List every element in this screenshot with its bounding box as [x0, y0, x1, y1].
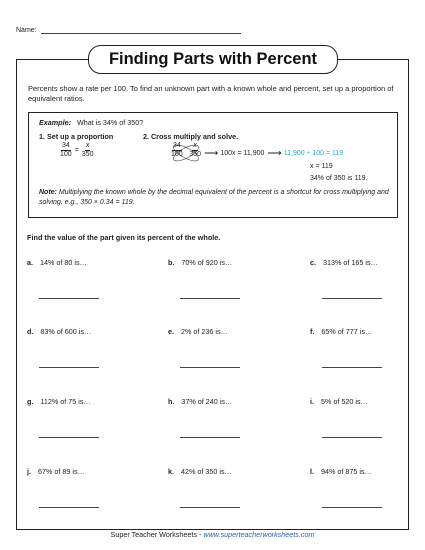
answer-line[interactable] [322, 507, 382, 508]
problem-letter: i. [310, 397, 314, 406]
example-question: What is 34% of 350? [76, 118, 144, 127]
problem-text: 67% of 89 is… [38, 467, 85, 476]
cross-frac2 [189, 142, 201, 159]
problem-text: 313% of 165 is… [323, 258, 378, 267]
problem-item [27, 327, 91, 336]
frac2-num: x [85, 142, 90, 149]
frac2-den: 350 [81, 151, 94, 158]
problem-item [310, 397, 368, 406]
answer-line[interactable] [39, 507, 99, 508]
problem-item [27, 258, 87, 267]
problem-item [310, 258, 378, 267]
problem-letter: d. [27, 327, 34, 336]
answer-line[interactable] [180, 367, 240, 368]
fraction-unknown [82, 142, 94, 159]
problem-item [168, 467, 232, 476]
problem-letter: l. [310, 467, 314, 476]
cross-frac2-num: x [193, 142, 197, 149]
problem-item [310, 327, 372, 336]
note-text: Multiplying the known whole by the decimal equivalent of the percent is a shortcut for cross multiplying and solving, e.g., 350 × 0.34 = 119. [39, 189, 389, 206]
name-line[interactable] [41, 25, 241, 34]
footer-text: Super Teacher Worksheets - [110, 530, 204, 539]
proportion-step1 [60, 142, 93, 159]
name-row [16, 25, 241, 34]
equation-3: x = 119 [310, 163, 333, 170]
problem-text: 2% of 236 is… [181, 327, 228, 336]
cross-multiply-diagram [171, 142, 201, 164]
fraction-percent [60, 142, 72, 159]
problem-text: 42% of 350 is… [181, 467, 232, 476]
problem-letter: f. [310, 327, 315, 336]
answer-line[interactable] [322, 298, 382, 299]
answer-line[interactable] [39, 298, 99, 299]
problem-letter: e. [168, 327, 174, 336]
problem-letter: a. [27, 258, 33, 267]
problem-text: 70% of 920 is… [181, 258, 233, 267]
cross-frac1-den: 100 [171, 151, 183, 158]
arrow-right-icon-2: ⟶ [267, 148, 282, 159]
cross-frac2-den: 350 [189, 151, 201, 158]
problem-letter: b. [168, 258, 175, 267]
problem-item [168, 258, 232, 267]
answer-line[interactable] [322, 437, 382, 438]
problem-text: 37% of 240 is… [181, 397, 233, 406]
problem-text: 65% of 777 is… [321, 327, 373, 336]
equation-4: 34% of 350 is 119. [310, 175, 368, 182]
answer-line[interactable] [39, 437, 99, 438]
problem-letter: k. [168, 467, 174, 476]
problem-letter: g. [27, 397, 34, 406]
equation-2: 11,900 ÷ 100 = 119 [283, 150, 344, 157]
step1-heading: 1. Set up a proportion [39, 132, 114, 141]
answer-line[interactable] [180, 437, 240, 438]
step2-heading: 2. Cross multiply and solve. [143, 132, 239, 141]
problem-text: 14% of 80 is… [40, 258, 87, 267]
problem-letter: j. [27, 467, 31, 476]
cross-frac1-num: 34 [172, 142, 181, 149]
problem-text: 5% of 520 is… [321, 397, 368, 406]
equation-1: 100x = 11,900 [220, 150, 265, 157]
answer-line[interactable] [180, 507, 240, 508]
cross-frac1 [171, 142, 183, 159]
intro-text: Percents show a rate per 100. To find an unknown part with a known whole and percent, set up a proportion of equivalent ratios. [28, 84, 394, 103]
answer-line[interactable] [39, 367, 99, 368]
answer-line[interactable] [322, 367, 382, 368]
frac1-num: 34 [61, 142, 70, 149]
page-title: Finding Parts with Percent [88, 45, 338, 74]
instructions: Find the value of the part given its percent of the whole. [27, 233, 221, 242]
problem-text: 83% of 600 is… [40, 327, 92, 336]
example-title [39, 118, 143, 127]
answer-line[interactable] [180, 298, 240, 299]
problem-item [27, 467, 85, 476]
footer-link[interactable]: www.superteacherworksheets.com [203, 530, 315, 539]
problem-item [168, 327, 228, 336]
example-label: Example: [39, 118, 71, 127]
problem-text: 112% of 75 is… [40, 397, 91, 406]
name-label: Name: [16, 27, 37, 34]
problem-letter: h. [168, 397, 175, 406]
problem-text: 94% of 875 is… [321, 467, 372, 476]
frac1-den: 100 [60, 151, 72, 158]
problem-item [168, 397, 232, 406]
solve-row [204, 148, 343, 159]
note-label: Note: [39, 189, 57, 196]
problem-item [27, 397, 91, 406]
problem-item [310, 467, 372, 476]
arrow-right-icon: ⟶ [204, 148, 219, 159]
problem-letter: c. [310, 258, 316, 267]
footer [0, 530, 425, 539]
equals-sign: = [74, 147, 79, 154]
example-note [39, 188, 389, 208]
